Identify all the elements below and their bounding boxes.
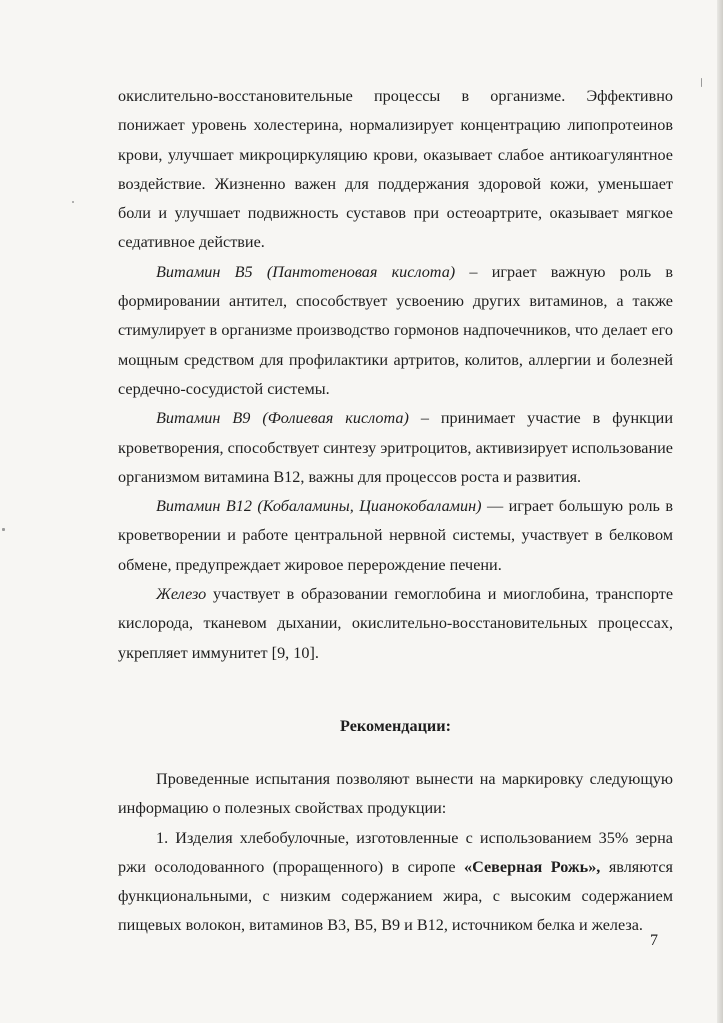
paragraph-iron [118, 580, 673, 668]
scan-speck [701, 78, 702, 87]
section-heading: Рекомендации: [340, 717, 451, 735]
product-name: «Северная Рожь», [464, 857, 601, 876]
term-vitamin-b9: Витамин В9 (Фолиевая кислота) [156, 409, 409, 428]
text-vitamin-b9: – принимает участие в функции кроветворения, способствует синтезу эритроцитов, активизирует использование организмом витамина В12, важны для процессов роста и развития. [118, 409, 673, 486]
body-text [118, 82, 673, 668]
recommendation-item-1 [118, 824, 673, 941]
term-vitamin-b5: Витамин В5 (Пантотеновая кислота) [156, 262, 456, 281]
term-vitamin-b12: Витамин В12 (Кобаламины, Цианокобаламин) [156, 497, 482, 516]
paragraph-vitamin-b12 [118, 492, 673, 580]
recommendations-text [118, 765, 673, 941]
term-iron: Железо [156, 585, 207, 604]
scan-edge [717, 0, 723, 1023]
recommendations-intro: Проведенные испытания позволяют вынести на маркировку следующую информацию о полезных свойствах продукции: [118, 770, 673, 818]
paragraph-vitamin-b9 [118, 404, 673, 492]
item1-text-before: 1. Изделия хлебобулочные, изготовленные с использованием 35% зерна ржи осолодованного (проращенного) в сиропе [118, 828, 673, 876]
scan-speck [72, 201, 74, 203]
paragraph-vitamin-b5 [118, 258, 673, 404]
page-number: 7 [650, 932, 658, 949]
text-vitamin-b12: — играет большую роль в кроветворении и работе центральной нервной системы, участвует в белковом обмене, предупреждает жировое перерождение печени. [118, 497, 673, 574]
item1-text-after: являются функциональными, с низким содержанием жира, с высоким содержанием пищевых волокон, витаминов В3, В5, В9 и В12, источником белка и железа. [118, 857, 673, 935]
text-iron: участвует в образовании гемоглобина и миоглобина, транспорте кислорода, тканевом дыхании, окислительно-восстановительных процессах, укрепляет иммунитет [9, 10]. [118, 585, 673, 662]
scan-speck [2, 528, 5, 531]
paragraph-continuation: окислительно-восстановительные процессы в организме. Эффективно понижает уровень холестерина, нормализирует концентрацию липопротеинов крови, улучшает микроциркуляцию крови, оказывает слабое антикоагулянтное воздействие. Жизненно важен для поддержания здоровой кожи, уменьшает боли и улучшает подвижность суставов при остеоартрите, оказывает мягкое седативное действие. [118, 87, 673, 252]
text-vitamin-b5: – играет важную роль в формировании антител, способствует усвоению других витаминов, а также стимулирует в организме производство гормонов надпочечников, что делает его мощным средством для профилактики артритов, колитов, аллергии и болезней сердечно-сосудистой системы. [118, 262, 673, 398]
